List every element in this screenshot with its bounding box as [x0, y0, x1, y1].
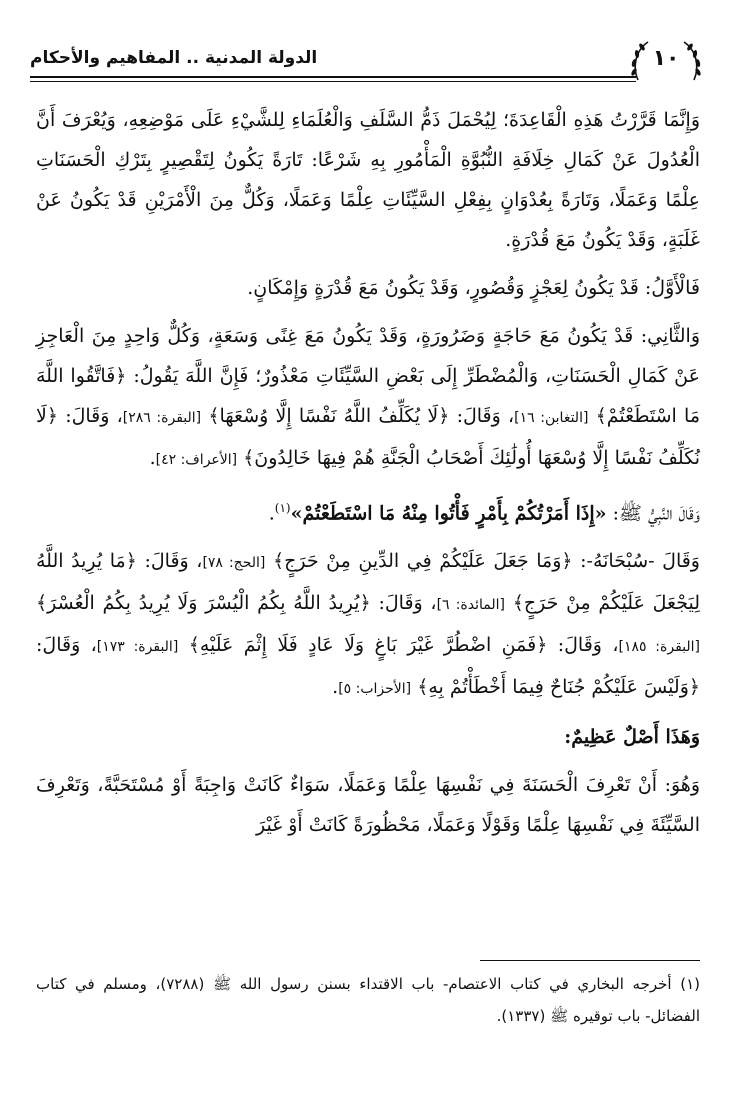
period: .: [268, 502, 275, 525]
verse-araf: ﴿لَا نُكَلِّفُ نَفْسًا إِلَّا وُسْعَهَا أُولَٰئِكَ أَصْحَابُ الْجَنَّةِ هُمْ فِيهَا خَالِدُونَ﴾: [36, 405, 700, 469]
connector: ، وَقَالَ:: [144, 550, 203, 573]
verse-baqarah-185: ﴿يُرِيدُ اللَّهُ بِكُمُ الْيُسْرَ وَلَا يُرِيدُ بِكُمُ الْعُسْرَ﴾: [36, 592, 371, 615]
verse-ahzab: ﴿وَلَيْسَ عَلَيْكُمْ جُنَاحٌ فِيمَا أَخْطَأْتُمْ بِهِ﴾: [417, 676, 700, 699]
footnote-separator: [480, 960, 700, 961]
paragraph-5: [36, 541, 700, 709]
period: .: [149, 447, 156, 469]
page-number: ١٠: [652, 46, 680, 71]
verse-hajj: ﴿وَمَا جَعَلَ عَلَيْكُمْ فِي الدِّينِ مِنْ حَرَجٍ﴾: [272, 550, 573, 573]
main-text: [36, 100, 700, 853]
connector: ، وَقَالَ:: [378, 592, 437, 615]
connector: ، وَقَالَ:: [456, 405, 515, 427]
paragraph-1: وَإِنَّمَا قَرَّرْتُ هَذِهِ الْقَاعِدَةَ؛ لِيُحْمَلَ ذَمُّ السَّلَفِ وَالْعُلَمَاءِ لِلشَّيْءِ عَلَى مَوْضِعِهِ، وَيُعْرَفَ أَنَّ الْعُدُولَ عَنْ كَمَالِ خِلَافَةِ النُّبُوَّةِ الْمَأْمُورِ بِهِ شَرْعًا: تَارَةً يَكُونُ لِتَقْصِيرٍ بِتَرْكِ الْحَسَنَاتِ عِلْمًا وَعَمَلًا، وَتَارَةً بِعُدْوَانٍ بِفِعْلِ السَّيِّئَاتِ عِلْمًا وَعَمَلًا، وَكُلٌّ مِنَ الْأَمْرَيْنِ قَدْ يَكُونُ عَنْ غَلَبَةٍ، وَقَدْ يَكُونُ مَعَ قُدْرَةٍ.: [36, 109, 700, 251]
ref-hajj: [الحج: ٧٨]: [202, 555, 266, 572]
paragraph-6: وَهَذَا أَصْلٌ عَظِيمٌ:: [564, 726, 700, 749]
verse-taghabun: ﴿فَاتَّقُوا اللَّهَ مَا اسْتَطَعْتُمْ﴾: [36, 365, 701, 427]
hadith-quote: «إِذَا أَمَرْتُكُمْ بِأَمْرٍ فَأْتُوا مِنْهُ مَا اسْتَطَعْتُمْ»: [290, 502, 607, 525]
ref-taghabun: [التغابن: ١٦]: [514, 410, 589, 426]
period: .: [332, 676, 339, 699]
connector: ، وَقَالَ:: [65, 405, 123, 427]
paragraph-7: وَهُوَ: أَنْ تَعْرِفَ الْحَسَنَةَ فِي نَفْسِهَا عِلْمًا وَعَمَلًا، سَوَاءٌ كَانَتْ وَاجِبَةً أَوْ مُسْتَحَبَّةً، وَتَعْرِفَ السَّيِّئَةَ فِي نَفْسِهَا عِلْمًا وَقَوْلًا وَعَمَلًا، مَحْظُورَةً كَانَتْ أَوْ غَيْرَ: [36, 774, 700, 837]
ref-baqarah-286: [البقرة: ٢٨٦]: [122, 410, 202, 426]
verse-baqarah-286: ﴿لَا يُكَلِّفُ اللَّهُ نَفْسًا إِلَّا وُسْعَهَا﴾: [208, 405, 450, 427]
connector: ، وَقَالَ:: [557, 634, 619, 657]
page-header: [30, 36, 706, 88]
footnote-1: (١) أخرجه البخاري في كتاب الاعتصام- باب الاقتداء بسنن رسول الله ﷺ (٧٢٨٨)، ومسلم في كتاب الفضائل- باب توقيره ﷺ (١٣٣٧).: [36, 975, 700, 1025]
para3-text: وَالثَّانِي: قَدْ يَكُونُ مَعَ حَاجَةٍ وَضَرُورَةٍ، وَقَدْ يَكُونُ مَعَ غِنًى وَسَعَةٍ، وَكُلٌّ وَاحِدٍ مِنَ الْعَاجِزِ عَنْ كَمَالِ الْحَسَنَاتِ، وَالْمُضْطَرِّ إِلَى بَعْضِ السَّيِّئَاتِ مَعْذُورٌ؛ فَإِنَّ اللَّهَ يَقُولُ:: [36, 325, 700, 387]
paragraph-2: فَالْأَوَّلُ: قَدْ يَكُونُ لِعَجْزٍ وَقُصُورٍ، وَقَدْ يَكُونُ مَعَ قُدْرَةٍ وَإِمْكَانٍ.: [247, 277, 700, 299]
para4-text: وَقَالَ النَّبِيُّ ﷺ:: [612, 502, 700, 525]
paragraph-4: [36, 488, 700, 533]
header-rule-thin: [30, 81, 636, 82]
ref-baqarah-185: [البقرة: ١٨٥]: [618, 639, 701, 656]
verse-maidah: ﴿مَا يُرِيدُ اللَّهُ لِيَجْعَلَ عَلَيْكُمْ مِنْ حَرَجٍ﴾: [36, 550, 700, 615]
ref-baqarah-173: [البقرة: ١٧٣]: [96, 639, 179, 656]
footnote-marker[interactable]: (١): [274, 501, 291, 515]
ref-ahzab: [الأحزاب: ٥]: [338, 681, 412, 698]
header-rule: [30, 76, 636, 78]
ref-araf: [الأعراف: ٤٢]: [155, 452, 238, 468]
connector: ، وَقَالَ:: [36, 634, 97, 657]
ref-maidah: [المائدة: ٦]: [436, 597, 505, 614]
verse-baqarah-173: ﴿فَمَنِ اضْطُرَّ غَيْرَ بَاغٍ وَلَا عَادٍ فَلَا إِثْمَ عَلَيْهِ﴾: [188, 634, 548, 657]
paragraph-3: [36, 316, 700, 480]
footnotes: [36, 968, 700, 1032]
running-title: الدولة المدنية .. المفاهيم والأحكام: [30, 48, 318, 68]
para5-text: وَقَالَ -سُبْحَانَهُ-:: [580, 550, 700, 573]
